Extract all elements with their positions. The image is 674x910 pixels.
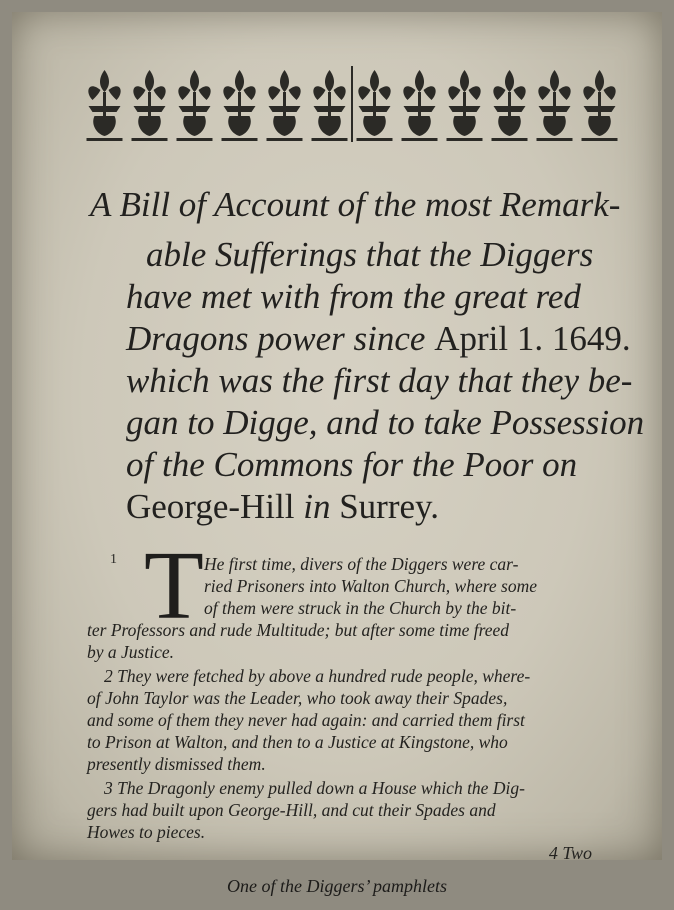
body-line-1: He first time, divers of the Diggers were car-: [204, 554, 519, 574]
body-line-6: 2 They were fetched by above a hundred rude people, where-: [104, 666, 531, 686]
fleur-unit: [267, 70, 303, 141]
body-line-13: Howes to pieces.: [87, 822, 206, 842]
title-date: April 1. 1649.: [434, 319, 631, 358]
body-line-11: 3 The Dragonly enemy pulled down a House which the Dig-: [104, 778, 525, 798]
ornament-divider: [351, 66, 353, 142]
title-line-6: gan to Digge, and to take Possession: [126, 403, 645, 442]
catchword: 4 Two: [548, 843, 592, 863]
fleur-unit: [222, 70, 258, 141]
fleur-unit: [447, 70, 483, 141]
title-line-5: which was the first day that they be-: [126, 361, 633, 400]
title-line-2: able Sufferings that the Diggers: [146, 235, 594, 274]
fleur-unit: [132, 70, 168, 141]
fleur-unit: [177, 70, 213, 141]
body-line-2: ried Prisoners into Walton Church, where some: [204, 576, 537, 596]
title-place: George-Hill: [126, 487, 295, 526]
body-line-10: presently dismissed them.: [87, 754, 266, 774]
title-line-3: have met with from the great red: [126, 277, 581, 316]
fleur-unit: [402, 70, 438, 141]
fleur-unit: [582, 70, 618, 141]
fleur-unit: [87, 70, 123, 141]
title-line-8: [126, 486, 439, 527]
title-line-1: A Bill of Account of the most Remark-: [90, 185, 621, 224]
body-line-7: of John Taylor was the Leader, who took away their Spades,: [87, 688, 508, 708]
item-number-1: 1: [110, 552, 117, 567]
title-county: Surrey.: [339, 487, 440, 526]
fleur-unit: [537, 70, 573, 141]
drop-capital: T: [144, 532, 204, 640]
title-line-4: Dragons power since April 1. 1649.: [126, 319, 631, 358]
body-line-4: ter Professors and rude Multitude; but after some time freed: [87, 620, 510, 640]
title-line-7: of the Commons for the Poor on: [126, 445, 578, 484]
body-line-8: and some of them they never had again: and carried them first: [87, 710, 525, 730]
pamphlet-page: [12, 12, 662, 863]
fleur-unit: [312, 70, 348, 141]
image-caption: One of the Diggers’ pamphlets: [227, 876, 447, 896]
body-line-9: to Prison at Walton, and then to a Justice at Kingstone, who: [87, 732, 508, 752]
fleur-unit: [492, 70, 528, 141]
body-line-5: by a Justice.: [87, 642, 174, 662]
fleur-border-icon: [82, 62, 622, 144]
body-line-12: gers had built upon George-Hill, and cut their Spades and: [87, 800, 496, 820]
body-line-3: of them were struck in the Church by the bit-: [204, 598, 517, 618]
fleur-unit: [357, 70, 393, 141]
title-in: in: [303, 487, 331, 526]
